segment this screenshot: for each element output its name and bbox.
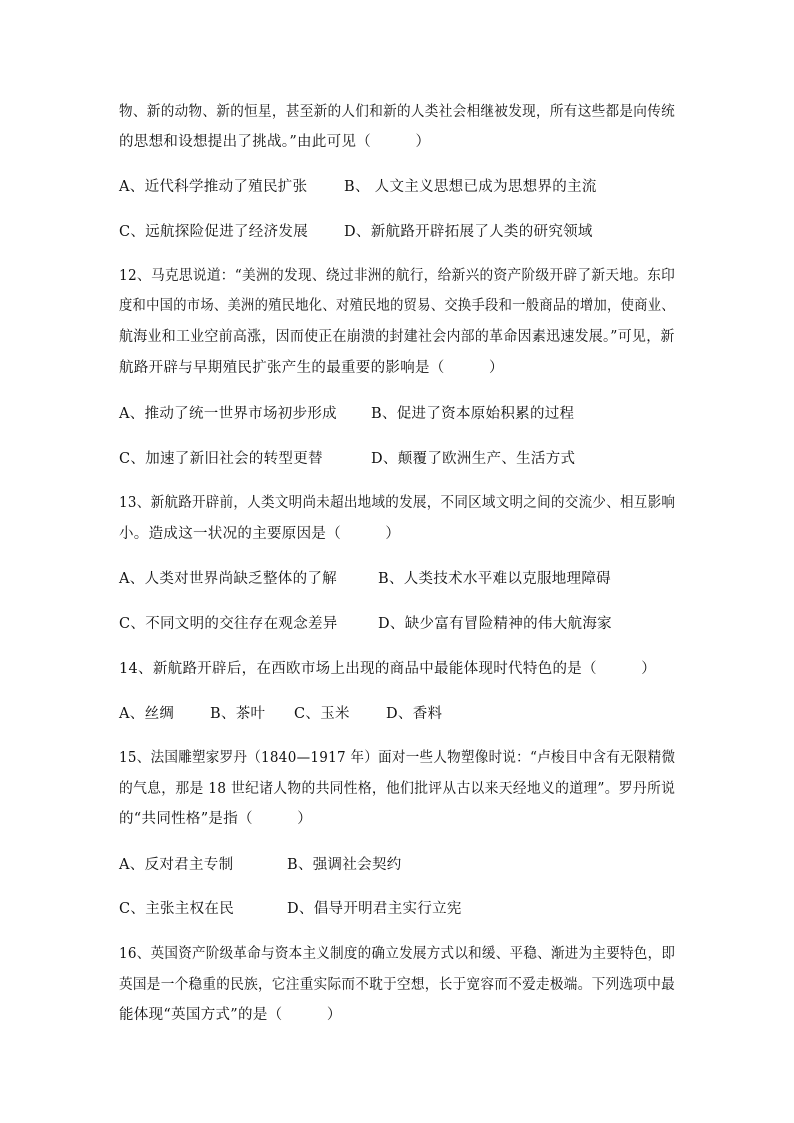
option-d: D、新航路开辟拓展了人类的研究领域: [344, 224, 593, 240]
option-b: B、促进了资本原始积累的过程: [371, 406, 575, 422]
option-b: B、强调社会契约: [287, 857, 402, 873]
option-b: B、茶叶: [210, 706, 266, 722]
option-c: C、远航探险促进了经济发展: [119, 224, 308, 240]
question-text-line: 物、新的动物、新的恒星，甚至新的人们和新的人类社会相继被发现，所有这些都是向传统: [119, 104, 675, 120]
option-b: B、人类技术水平难以克服地理障碍: [378, 571, 611, 587]
question-text-line: 的思想和设想提出了挑战。”由此可见（ ）: [119, 134, 431, 150]
question-15-line: 的“共同性格”是指（ ）: [119, 811, 313, 827]
option-a: A、反对君主专制: [119, 857, 234, 873]
option-c: C、加速了新旧社会的转型更替: [119, 451, 323, 467]
option-d: D、香料: [386, 706, 443, 722]
option-a: A、人类对世界尚缺乏整体的了解: [119, 571, 337, 587]
question-12-line: 12、马克思说道：“美洲的发现、绕过非洲的航行，给新兴的资产阶级开辟了新天地。东印: [119, 268, 676, 284]
option-d: D、倡导开明君主实行立宪: [287, 901, 462, 917]
question-14-line: 14、新航路开辟后，在西欧市场上出现的商品中最能体现时代特色的是（ ）: [119, 661, 657, 677]
option-a: A、推动了统一世界市场初步形成: [119, 406, 337, 422]
question-12-line: 度和中国的市场、美洲的殖民地化、对殖民地的贸易、交换手段和一般商品的增加，使商业、: [119, 298, 675, 314]
option-c: C、玉米: [294, 706, 350, 722]
option-d: D、缺少富有冒险精神的伟大航海家: [378, 616, 612, 632]
option-a: A、丝绸: [119, 706, 175, 722]
question-13-line: 小。造成这一状况的主要原因是（ ）: [119, 526, 401, 542]
question-15-line: 15、法国雕塑家罗丹（1840—1917 年）面对一些人物塑像时说：“卢梭目中含有无限精微: [119, 750, 676, 766]
question-16-line: 英国是一个稳重的民族，它注重实际而不耽于空想，长于宽容而不爱走极端。下列选项中最: [119, 977, 675, 993]
question-16-line: 能体现“英国方式”的是（ ）: [119, 1007, 342, 1023]
option-b: B、 人文主义思想已成为思想界的主流: [344, 179, 597, 195]
question-12-line: 航海业和工业空前高涨，因而使正在崩溃的封建社会内部的革命因素迅速发展。”可见，新: [119, 329, 675, 345]
option-d: D、颠覆了欧洲生产、生活方式: [371, 451, 576, 467]
question-15-line: 的气息，那是 18 世纪诸人物的共同性格，他们批评从古以来天经地义的道理”。罗丹所说: [119, 781, 676, 797]
option-c: C、不同文明的交往存在观念差异: [119, 616, 338, 632]
option-c: C、主张主权在民: [119, 901, 234, 917]
question-13-line: 13、新航路开辟前，人类文明尚未超出地域的发展，不同区域文明之间的交流少、相互影响: [119, 495, 676, 511]
question-16-line: 16、英国资产阶级革命与资本主义制度的确立发展方式以和缓、平稳、渐进为主要特色，即: [119, 946, 676, 962]
question-12-line: 航路开辟与早期殖民扩张产生的最重要的影响是（ ）: [119, 360, 504, 376]
option-a: A、近代科学推动了殖民扩张: [119, 179, 308, 195]
